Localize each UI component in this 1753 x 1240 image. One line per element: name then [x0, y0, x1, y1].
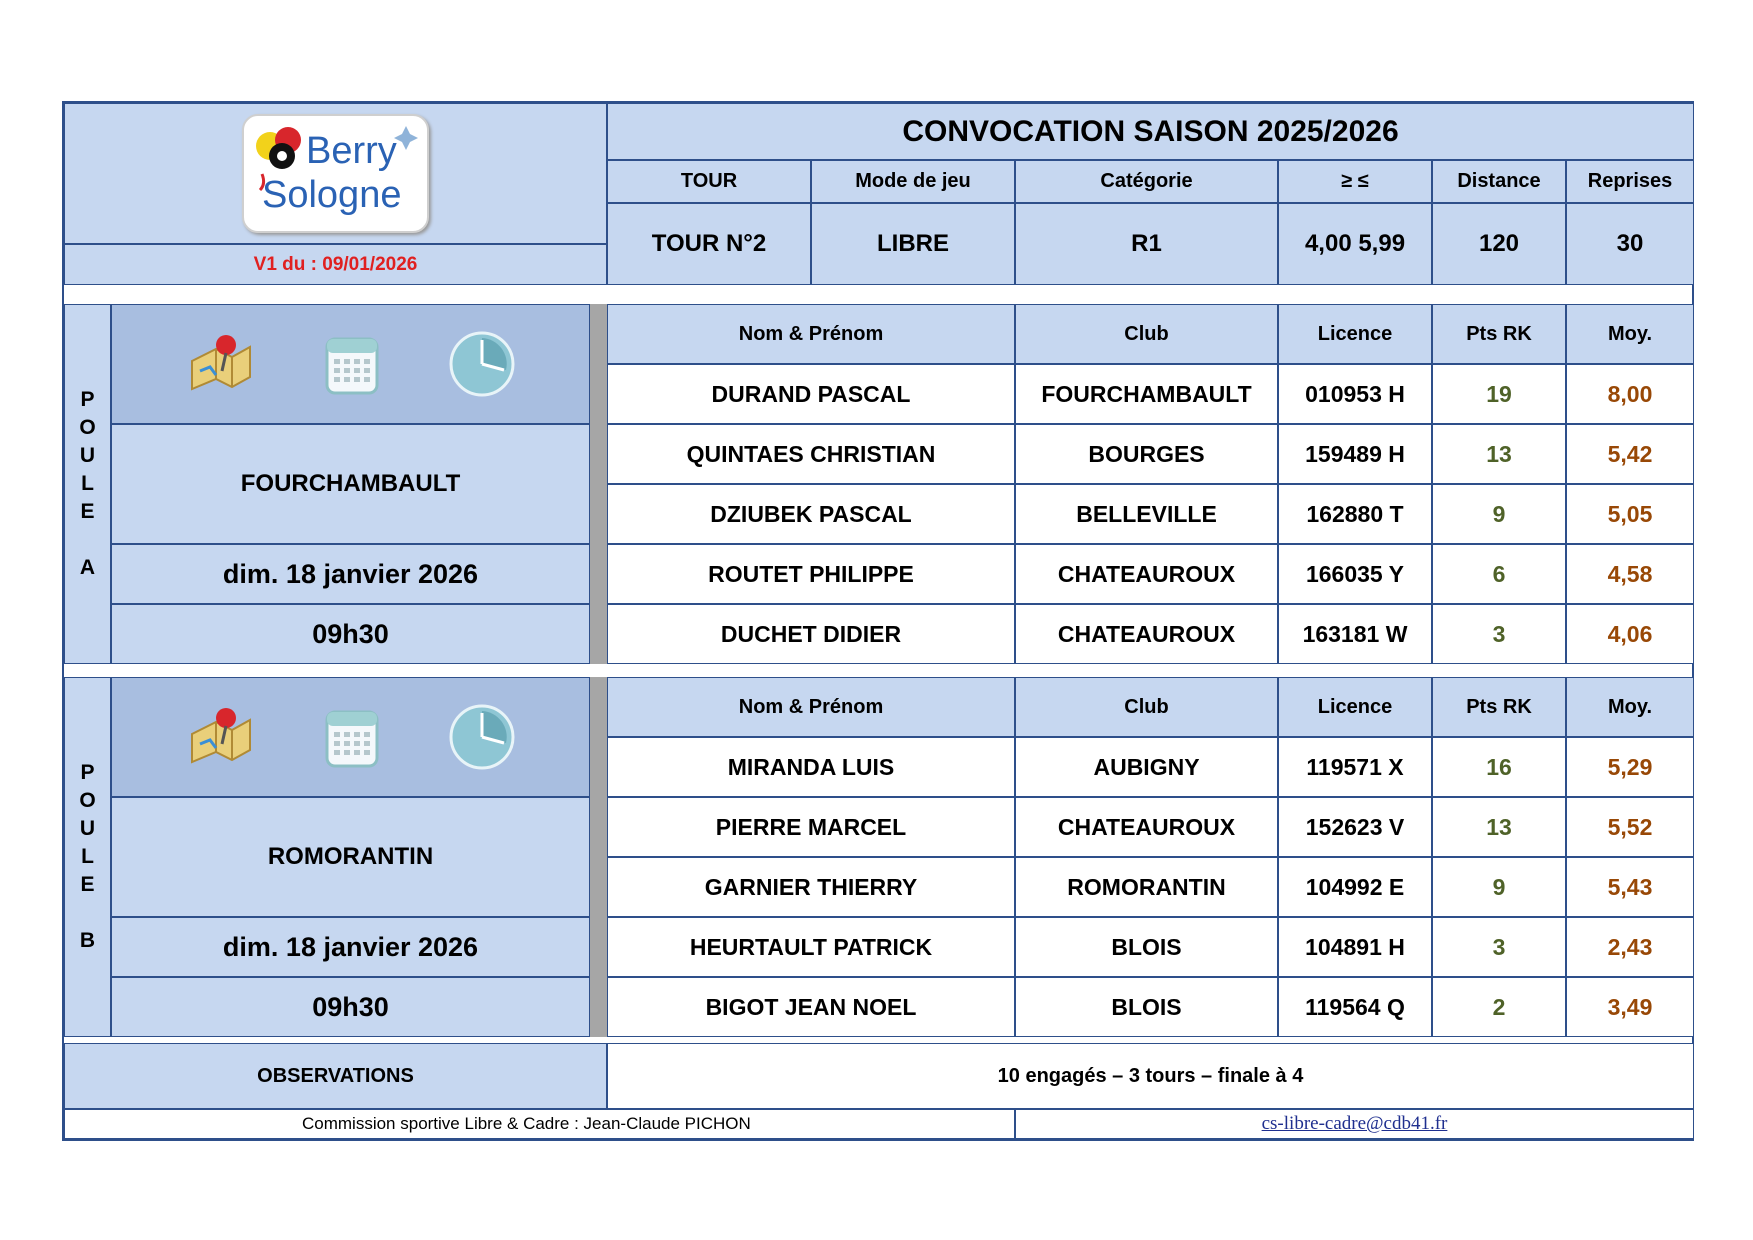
- player-name: DZIUBEK PASCAL: [607, 484, 1015, 544]
- player-club: BELLEVILLE: [1015, 484, 1278, 544]
- poule-letter: L: [81, 472, 94, 495]
- player-club: CHATEAUROUX: [1015, 604, 1278, 664]
- player-name: GARNIER THIERRY: [607, 857, 1015, 917]
- poule-letter-id: B: [79, 929, 96, 952]
- player-licence: 159489 H: [1278, 424, 1432, 484]
- player-rk: 13: [1432, 424, 1566, 484]
- poule-icons-cell: [111, 677, 590, 797]
- distance-value: 120: [1432, 203, 1566, 285]
- poule-letter: L: [81, 845, 94, 868]
- calendar-icon: [323, 704, 381, 770]
- map-pin-icon: [186, 331, 256, 397]
- commission-text: Commission sportive Libre & Cadre : Jean-Claude PICHON: [64, 1109, 1015, 1139]
- observations-text: 10 engagés – 3 tours – finale à 4: [607, 1043, 1694, 1109]
- table-header: Nom & Prénom: [607, 304, 1015, 364]
- player-name: PIERRE MARCEL: [607, 797, 1015, 857]
- poule-date: dim. 18 janvier 2026: [111, 917, 590, 977]
- range-value: 4,00 5,99: [1278, 203, 1432, 285]
- reprises-value: 30: [1566, 203, 1694, 285]
- section-divider: [590, 304, 607, 664]
- poule-location: ROMORANTIN: [111, 797, 590, 917]
- categorie-value: R1: [1015, 203, 1278, 285]
- player-moy: 4,06: [1566, 604, 1694, 664]
- player-rk: 2: [1432, 977, 1566, 1037]
- clock-icon: [448, 330, 516, 398]
- poule-letter: P: [80, 761, 95, 784]
- poule-date: dim. 18 janvier 2026: [111, 544, 590, 604]
- poule-label-b: [64, 677, 111, 1037]
- poule-time: 09h30: [111, 604, 590, 664]
- col-range-header: ≥ ≤: [1278, 160, 1432, 203]
- player-moy: 5,29: [1566, 737, 1694, 797]
- convocation-sheet: [62, 101, 1694, 1141]
- poule-letter: P: [80, 388, 95, 411]
- clock-icon: [448, 703, 516, 771]
- player-licence: 162880 T: [1278, 484, 1432, 544]
- player-moy: 5,05: [1566, 484, 1694, 544]
- poule-letter: U: [79, 444, 96, 467]
- player-licence: 119571 X: [1278, 737, 1432, 797]
- player-name: DUCHET DIDIER: [607, 604, 1015, 664]
- player-licence: 166035 Y: [1278, 544, 1432, 604]
- poule-letter: E: [80, 873, 95, 896]
- table-header: Nom & Prénom: [607, 677, 1015, 737]
- poule-letter: O: [79, 416, 96, 439]
- player-rk: 6: [1432, 544, 1566, 604]
- map-pin-icon: [186, 704, 256, 770]
- player-licence: 152623 V: [1278, 797, 1432, 857]
- col-categorie-header: Catégorie: [1015, 160, 1278, 203]
- logo-cell: [64, 103, 607, 244]
- player-moy: 8,00: [1566, 364, 1694, 424]
- page-title: CONVOCATION SAISON 2025/2026: [607, 103, 1694, 160]
- player-club: BLOIS: [1015, 977, 1278, 1037]
- player-name: BIGOT JEAN NOEL: [607, 977, 1015, 1037]
- player-club: ROMORANTIN: [1015, 857, 1278, 917]
- email-link-cell: [1015, 1109, 1694, 1139]
- player-club: CHATEAUROUX: [1015, 544, 1278, 604]
- player-moy: 3,49: [1566, 977, 1694, 1037]
- logo-text-sologne: Sologne: [262, 174, 402, 216]
- poule-letter: U: [79, 817, 96, 840]
- player-rk: 3: [1432, 604, 1566, 664]
- tour-value: TOUR N°2: [607, 203, 811, 285]
- table-header: Moy.: [1566, 677, 1694, 737]
- player-name: QUINTAES CHRISTIAN: [607, 424, 1015, 484]
- player-rk: 16: [1432, 737, 1566, 797]
- poule-location: FOURCHAMBAULT: [111, 424, 590, 544]
- table-header: Moy.: [1566, 304, 1694, 364]
- col-tour-header: TOUR: [607, 160, 811, 203]
- player-licence: 119564 Q: [1278, 977, 1432, 1037]
- observations-label: OBSERVATIONS: [64, 1043, 607, 1109]
- player-rk: 13: [1432, 797, 1566, 857]
- table-header: Licence: [1278, 304, 1432, 364]
- table-header: Pts RK: [1432, 677, 1566, 737]
- poule-label-a: [64, 304, 111, 664]
- poule-letter: O: [79, 789, 96, 812]
- calendar-icon: [323, 331, 381, 397]
- email-link[interactable]: cs-libre-cadre@cdb41.fr: [1261, 1113, 1448, 1134]
- player-club: CHATEAUROUX: [1015, 797, 1278, 857]
- table-header: Club: [1015, 304, 1278, 364]
- player-club: AUBIGNY: [1015, 737, 1278, 797]
- table-header: Licence: [1278, 677, 1432, 737]
- col-mode-header: Mode de jeu: [811, 160, 1015, 203]
- player-club: BOURGES: [1015, 424, 1278, 484]
- player-moy: 2,43: [1566, 917, 1694, 977]
- poule-letter: E: [80, 500, 95, 523]
- player-licence: 163181 W: [1278, 604, 1432, 664]
- player-moy: 5,42: [1566, 424, 1694, 484]
- col-distance-header: Distance: [1432, 160, 1566, 203]
- mode-value: LIBRE: [811, 203, 1015, 285]
- player-licence: 010953 H: [1278, 364, 1432, 424]
- poule-letter-id: A: [79, 556, 96, 579]
- table-header: Club: [1015, 677, 1278, 737]
- col-reprises-header: Reprises: [1566, 160, 1694, 203]
- logo-text-berry: Berry: [306, 130, 397, 172]
- player-club: FOURCHAMBAULT: [1015, 364, 1278, 424]
- player-licence: 104992 E: [1278, 857, 1432, 917]
- player-rk: 3: [1432, 917, 1566, 977]
- berry-sologne-logo: [242, 114, 429, 233]
- player-name: MIRANDA LUIS: [607, 737, 1015, 797]
- player-rk: 19: [1432, 364, 1566, 424]
- player-moy: 5,43: [1566, 857, 1694, 917]
- player-rk: 9: [1432, 484, 1566, 544]
- version-label: V1 du : 09/01/2026: [64, 244, 607, 285]
- section-divider: [590, 677, 607, 1037]
- player-name: ROUTET PHILIPPE: [607, 544, 1015, 604]
- player-club: BLOIS: [1015, 917, 1278, 977]
- table-header: Pts RK: [1432, 304, 1566, 364]
- player-name: DURAND PASCAL: [607, 364, 1015, 424]
- player-moy: 4,58: [1566, 544, 1694, 604]
- player-rk: 9: [1432, 857, 1566, 917]
- poule-time: 09h30: [111, 977, 590, 1037]
- player-moy: 5,52: [1566, 797, 1694, 857]
- poule-icons-cell: [111, 304, 590, 424]
- player-name: HEURTAULT PATRICK: [607, 917, 1015, 977]
- player-licence: 104891 H: [1278, 917, 1432, 977]
